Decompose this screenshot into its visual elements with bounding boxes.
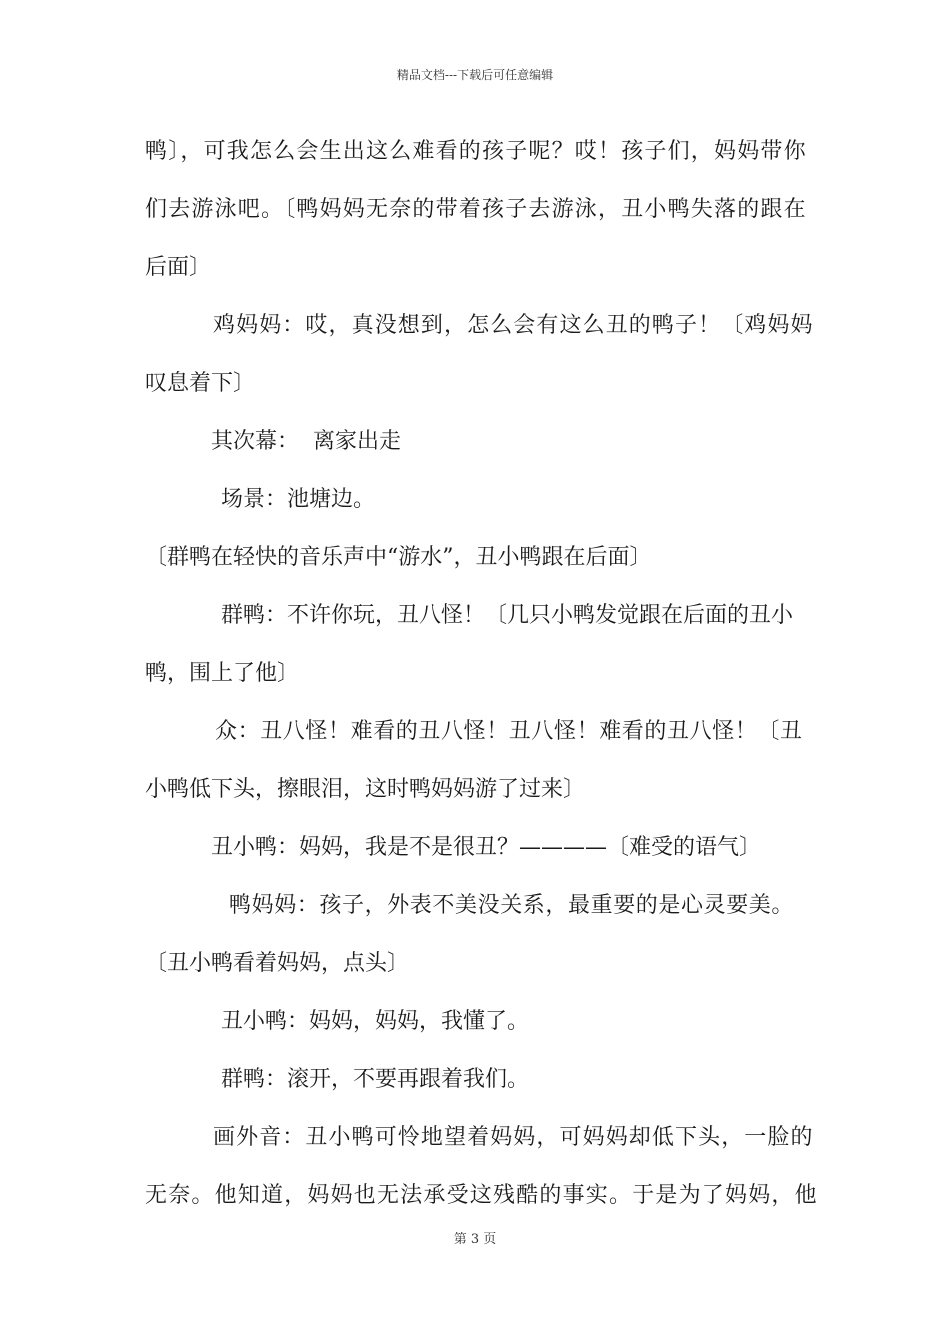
document-body xyxy=(145,128,818,1230)
text-line: 鸡妈妈：哎，真没想到，怎么会有这么丑的鸭子！〔鸡妈妈 xyxy=(213,313,814,338)
text-line: 众：丑八怪！难看的丑八怪！丑八怪！难看的丑八怪！〔丑 xyxy=(215,719,803,744)
text-line: 鸭，围上了他〕 xyxy=(145,661,300,686)
text-line: 鸭妈妈：孩子，外表不美没关系，最重要的是心灵要美。 xyxy=(229,893,795,918)
text-line: 鸭〕，可我怎么会生出这么难看的孩子呢？哎！孩子们，妈妈带你 xyxy=(145,139,807,164)
text-line: 小鸭低下头，擦眼泪，这时鸭妈妈游了过来〕 xyxy=(145,777,586,802)
text-line: 〔丑小鸭看着妈妈，点头〕 xyxy=(145,951,410,976)
text-line: 丑小鸭：妈妈，我是不是很丑？————〔难受的语气〕 xyxy=(211,835,762,860)
text-line: 后面〕 xyxy=(145,255,212,280)
text-line: 丑小鸭：妈妈，妈妈，我懂了。 xyxy=(221,1009,530,1034)
text-line: 群鸭：滚开，不要再跟着我们。 xyxy=(221,1067,530,1092)
text-line: 们去游泳吧。〔鸭妈妈无奈的带着孩子去游泳，丑小鸭失落的跟在 xyxy=(145,197,807,222)
page-header: 精品文档---下载后可任意编辑 xyxy=(396,68,554,82)
text-line: 群鸭：不许你玩，丑八怪！〔几只小鸭发觉跟在后面的丑小 xyxy=(221,603,794,628)
text-line: 叹息着下〕 xyxy=(145,371,256,396)
text-line: 其次幕： 离家出走 xyxy=(211,429,401,454)
page-number: 第 3 页 xyxy=(453,1232,497,1247)
text-line: 场景：池塘边。 xyxy=(221,487,376,512)
text-line: 画外音：丑小鸭可怜地望着妈妈，可妈妈却低下头，一脸的 xyxy=(213,1125,814,1150)
text-line: 〔群鸭在轻快的音乐声中“游水”，丑小鸭跟在后面〕 xyxy=(145,545,652,570)
text-line: 无奈。他知道，妈妈也无法承受这残酷的事实。于是为了妈妈，他 xyxy=(145,1183,818,1208)
